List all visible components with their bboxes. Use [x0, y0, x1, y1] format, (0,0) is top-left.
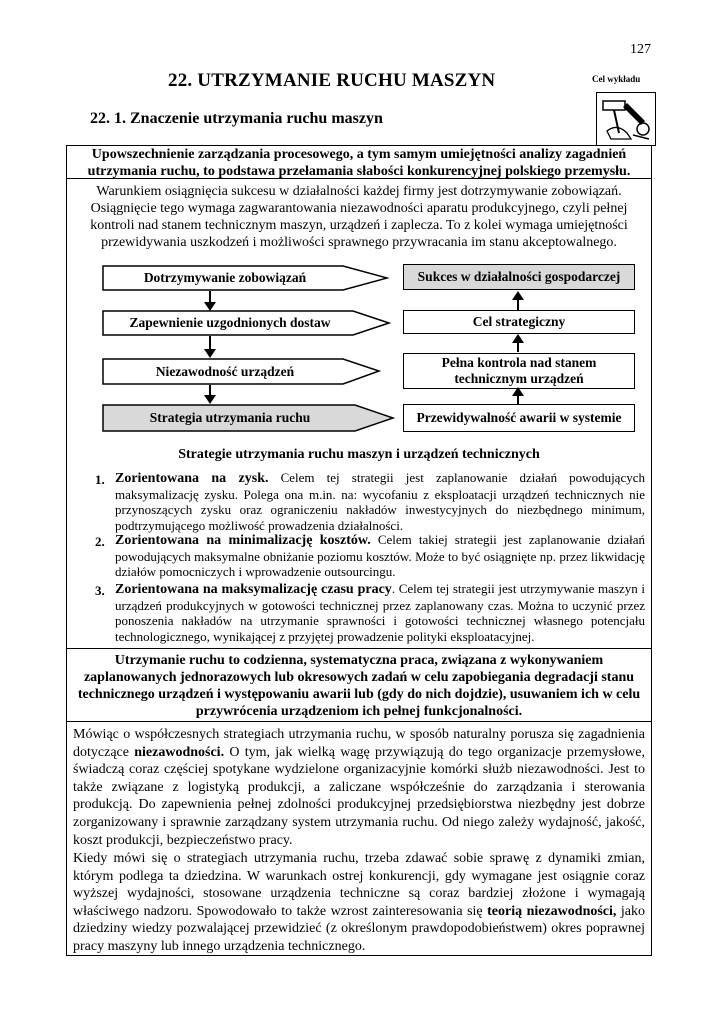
page-number: 127	[630, 42, 651, 57]
left-step-1: Dotrzymywanie zobowiązań	[143, 270, 307, 285]
p2-bold: teorią niezawodności,	[487, 903, 617, 919]
right-step-1: Sukces w działalności gospodarczej	[403, 264, 635, 290]
item-2-text: Celem takiej strategii jest zaplanowanie działań powodujących maksymalne obniżanie poziomu kosztów. Może to być osiągnięte np. przez likwidację działów pomocniczych i wprowadzenie outsourcingu.	[115, 532, 645, 579]
item-3-lead: Zorientowana na maksymalizację czasu pracy	[115, 582, 392, 597]
item-1-lead: Zorientowana na zysk.	[115, 471, 269, 486]
main-frame	[66, 145, 652, 649]
down-arrows	[204, 291, 216, 404]
item-2-lead: Zorientowana na minimalizację kosztów.	[115, 533, 371, 548]
flow-diagram	[67, 146, 653, 446]
item-2-number: 2.	[95, 534, 105, 549]
item-3-number: 3.	[95, 583, 105, 598]
strategy-item-2	[115, 532, 645, 580]
box2-header: Utrzymanie ruchu to codzienna, systematyczna praca, związana z wykonywaniem zaplanowanych jednorazowych lub okresowych zadań w celu zapobiegania degradacji stanu technicznego urządzeń i występowaniu awarii lub (gdy do nich dojdzie), usuwaniem ich w celu przywrócenia urządzeniom ich pełnej funkcjonalności.	[67, 652, 651, 722]
p1-text-b: O tym, jak wielką wagę przywiązują do tego organizacje przemysłowe, świadczą coraz częściej spotykane wydzielone organizacyjnie komórki służb niezawodności. Jest to także związane z logistyką produkcji, a zaliczane współcześnie do zarządzania i sterowania produkcją. Do zapewnienia pełnej zdolności produkcyjnej przedsiębiorstwa niezbędny jest dobrze zorganizowany i sprawnie zarządzany system utrzymania ruchu. Od niego zależy wydajność, jakość, koszt produkcji, bezpieczeństwo pracy.	[73, 744, 645, 848]
strategies-title: Strategie utrzymania ruchu maszyn i urządzeń technicznych	[178, 447, 540, 462]
p1-bold: niezawodności.	[134, 744, 225, 760]
right-step-2: Cel strategiczny	[403, 310, 635, 334]
p1-text-a: Mówiąc o współczesnych strategiach utrzymania ruchu, w sposób naturalny porusza się zagadnienia dotyczące	[73, 727, 645, 760]
item-3-text: . Celem tej strategii jest utrzymywanie maszyn i urządzeń produkcyjnych w gotowości technicznej przez zaplanowany czas. Można to uczynić przez ponoszenia nakładów na utrzymanie sprawności i gotowości technicznej własnego potencjału technologicznego, wynikającej z przyjętej prowadzenie polityki eksploatacyjnej.	[115, 581, 645, 644]
item-1-text: Celem tej strategii jest zaplanowanie działań powodujących maksymalizację zysku. Polega ona m.in. na: wycofaniu z eksploatacji urządzeń technicznych nie przynoszących zysku oraz ograniczeniu nakładów inwestycyjnych do niezbędnego minimum, podtrzymującego możliwość prowadzenia działalności.	[115, 470, 645, 533]
section-subtitle: 22. 1. Znaczenie utrzymania ruchu maszyn	[90, 110, 383, 127]
maintenance-tools-icon	[596, 92, 656, 146]
maintenance-frame	[66, 648, 652, 956]
box2-paragraph-1	[73, 726, 645, 849]
box1-header: Upowszechnienie zarządzania procesowego, a tym samym umiejętności analizy zagadnień utrzymania ruchu, to podstawa przełamania słabości konkurencyjnej polskiego przemysłu.	[67, 146, 651, 179]
left-step-2: Zapewnienie uzgodnionych dostaw	[129, 315, 331, 330]
page-title: 22. UTRZYMANIE RUCHU MASZYN	[168, 70, 496, 91]
right-step-4: Przewidywalność awarii w systemie	[403, 404, 635, 432]
p2-text-b: jako dziedziny wiedzy pozwalającej przewidzieć (z określonym prawdopodobieństwem) okres poprawnej pracy maszyny lub innego urządzenia technicznego.	[73, 903, 646, 954]
left-step-3: Niezawodność urządzeń	[155, 363, 295, 379]
left-step-4: Strategia utrzymania ruchu	[149, 410, 311, 425]
item-1-number: 1.	[95, 472, 105, 487]
box2-paragraph-2	[73, 850, 645, 956]
strategy-item-3	[115, 581, 645, 644]
lecture-goal-label: Cel wykładu	[592, 74, 641, 84]
p2-text-a: Kiedy mówi się o strategiach utrzymania ruchu, trzeba zdawać sobie sprawę z dynamiki zmian, którym podlega ta dziedzina. W warunkach ostrej konkurencji, gdy wymagane jest osiągnie coraz wyższej wydajności, stosowane urządzenia techniczne są coraz bardziej złożone i wymagają właściwego nadzoru. Spowodowało to także wzrost zainteresowania się	[73, 851, 645, 919]
right-step-3: Pełna kontrola nad stanem technicznym urządzeń	[403, 353, 635, 389]
strategy-item-1	[115, 470, 645, 533]
box1-intro: Warunkiem osiągnięcia sukcesu w działalności każdej firmy jest dotrzymywanie zobowiązań. Osiągnięcie tego wymaga zagwarantowania niezawodności aparatu produkcyjnego, czyli pełnej kontroli nad stanem technicznym maszyn, urządzeń i zaplecza. To z kolei wymaga umiejętności przewidywania uszkodzeń i możliwości sprawnego przywracania im stanu akceptowalnego.	[90, 184, 628, 250]
